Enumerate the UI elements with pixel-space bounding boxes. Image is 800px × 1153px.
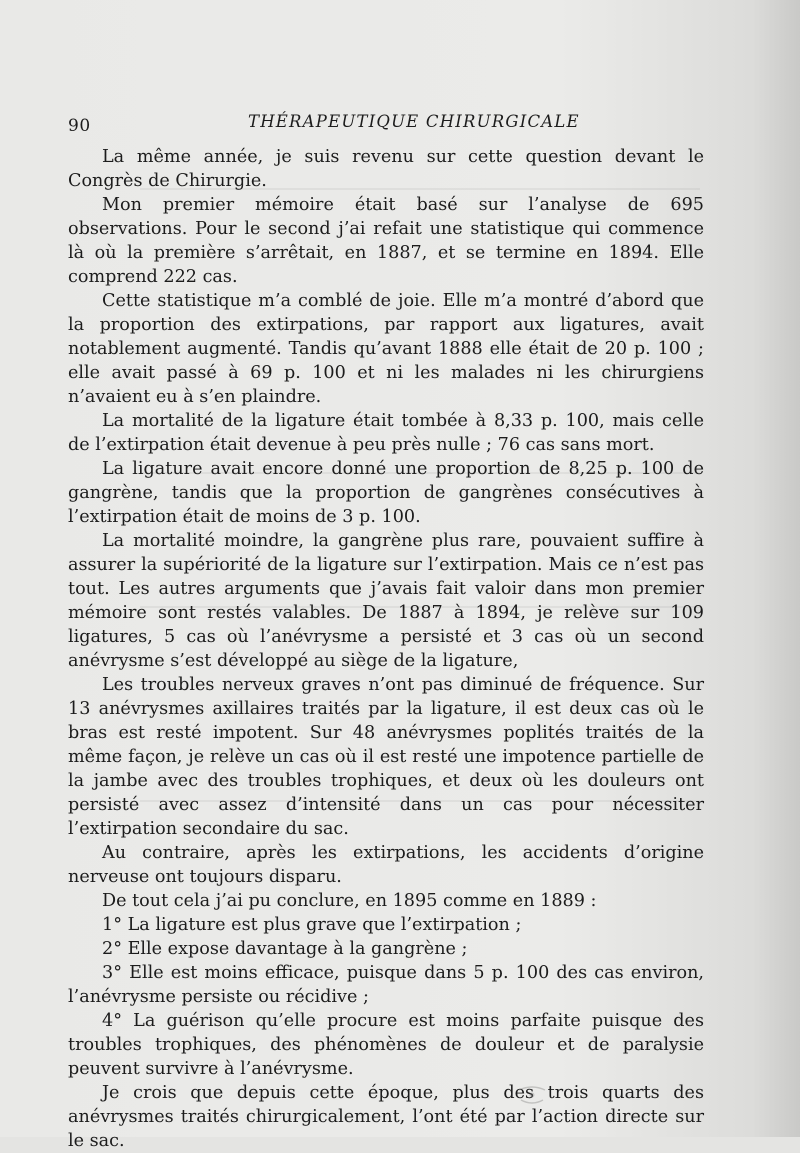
paragraph: Mon premier mémoire était basé sur l’analyse de 695 observations. Pour le second j’ai refait une statistique qui commence là où la première s’arrêtait, en 1887, et se termine en 1894. Elle comprend 222 cas. [68,195,704,287]
paragraph: La même année, je suis revenu sur cette question devant le Congrès de Chirurgie. [68,147,704,191]
paragraph: Au contraire, après les extirpations, les accidents d’origine nerveuse ont toujours disparu. [68,843,704,887]
paragraph: La ligature avait encore donné une proportion de 8,25 p. 100 de gangrène, tandis que la proportion de gangrènes consécutives à l’extirpation était de moins de 3 p. 100. [68,459,704,527]
paragraph: De tout cela j’ai pu conclure, en 1895 comme en 1889 : [102,891,597,911]
page-header [68,112,708,138]
page-number: 90 [68,116,91,136]
list-item: 3° Elle est moins efficace, puisque dans 5 p. 100 des cas environ, l’anévrysme persiste ou récidive ; [68,963,704,1007]
list-item: 1° La ligature est plus grave que l’extirpation ; [102,915,522,935]
paragraph: La mortalité de la ligature était tombée à 8,33 p. 100, mais celle de l’extirpation était devenue à peu près nulle ; 76 cas sans mort. [68,411,704,455]
body-text [68,145,704,1153]
paragraph: La mortalité moindre, la gangrène plus rare, pouvaient suffire à assurer la supériorité de la ligature sur l’extirpation. Mais ce n’est pas tout. Les autres arguments que j’avais fait valoir dans mon premier mémoire sont restés valables. De 1887 à 1894, je relève sur 109 ligatures, 5 cas où l’anévrysme a persisté et 3 cas où un second anévrysme s’est développé au siège de la ligature, [68,531,704,671]
paragraph: Je crois que depuis cette époque, plus des trois quarts des anévrysmes traités chirurgicalement, l’ont été par l’action directe sur le sac. [68,1083,704,1151]
page-smudge-mark [515,1082,549,1108]
running-title: THÉRAPEUTIQUE CHIRURGICALE [248,112,580,131]
list-item: 4° La guérison qu’elle procure est moins parfaite puisque des troubles trophiques, des phénomènes de douleur et de paralysie peuvent survivre à l’anévrysme. [68,1011,704,1079]
list-item: 2° Elle expose davantage à la gangrène ; [102,939,468,959]
paragraph: Les troubles nerveux graves n’ont pas diminué de fréquence. Sur 13 anévrysmes axillaires traités par la ligature, il est deux cas où le bras est resté impotent. Sur 48 anévrysmes poplités traités de la même façon, je relève un cas où il est resté une impotence partielle de la jambe avec des troubles trophiques, et deux où les douleurs ont persisté avec assez d’intensité dans un cas pour nécessiter l’extirpation secondaire du sac. [68,675,704,839]
paragraph: Cette statistique m’a comblé de joie. Elle m’a montré d’abord que la proportion des extirpations, par rapport aux ligatures, avait notablement augmenté. Tandis qu’avant 1888 elle était de 20 p. 100 ; elle avait passé à 69 p. 100 et ni les malades ni les chirurgiens n’avaient eu à s’en plaindre. [68,291,704,407]
